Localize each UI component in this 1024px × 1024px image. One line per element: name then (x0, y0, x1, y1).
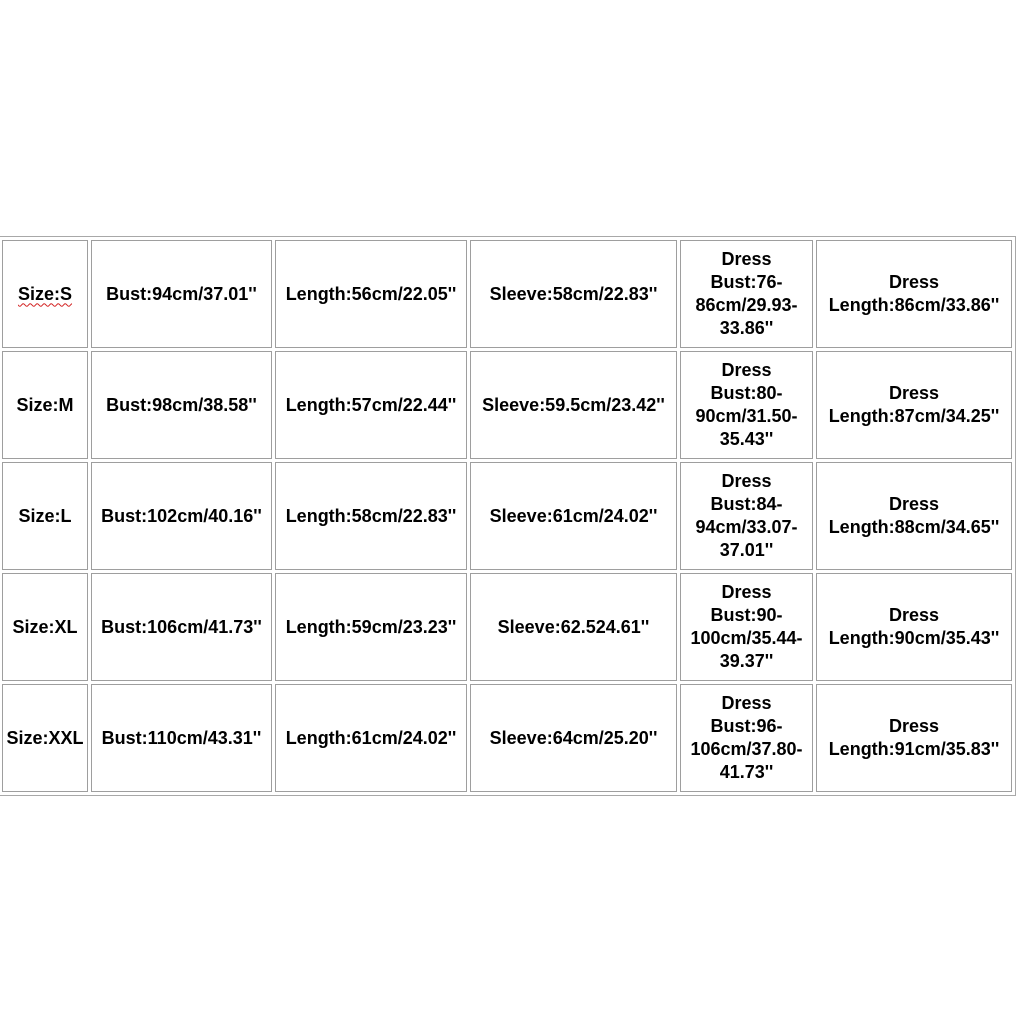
dress-length-line: Length:88cm/34.65'' (828, 517, 1000, 537)
dress-bust-line: 90cm/31.50- (695, 406, 798, 426)
dress-bust-cell (680, 351, 813, 459)
length-cell: Length:57cm/22.44'' (275, 351, 467, 459)
length-cell: Length:61cm/24.02'' (275, 684, 467, 792)
dress-bust-line: 100cm/35.44- (690, 628, 803, 648)
bust-cell: Bust:98cm/38.58'' (91, 351, 272, 459)
dress-length-line: Dress (888, 272, 940, 292)
dress-bust-line: Dress (721, 360, 772, 380)
dress-bust-line: 41.73'' (719, 762, 774, 782)
bust-cell: Bust:106cm/41.73'' (91, 573, 272, 681)
dress-bust-line: Bust:76- (710, 272, 783, 292)
size-cell: Size:M (2, 351, 88, 459)
dress-length-cell (816, 240, 1012, 348)
dress-bust-line: 86cm/29.93- (695, 295, 798, 315)
length-cell: Length:59cm/23.23'' (275, 573, 467, 681)
table-row (2, 462, 1012, 570)
size-cell: Size:L (2, 462, 88, 570)
sleeve-cell: Sleeve:61cm/24.02'' (470, 462, 677, 570)
sleeve-cell: Sleeve:62.524.61'' (470, 573, 677, 681)
dress-length-line: Length:86cm/33.86'' (828, 295, 1000, 315)
dress-bust-line: Bust:80- (710, 383, 783, 403)
dress-bust-cell (680, 573, 813, 681)
dress-bust-cell (680, 240, 813, 348)
dress-length-line: Length:87cm/34.25'' (828, 406, 1000, 426)
length-cell: Length:58cm/22.83'' (275, 462, 467, 570)
bust-cell: Bust:94cm/37.01'' (91, 240, 272, 348)
dress-bust-line: 33.86'' (719, 318, 774, 338)
size-cell: Size:XXL (2, 684, 88, 792)
size-label: Size:S (17, 283, 73, 304)
dress-bust-line: Bust:90- (710, 605, 783, 625)
dress-length-line: Dress (888, 383, 940, 403)
length-cell: Length:56cm/22.05'' (275, 240, 467, 348)
sleeve-cell: Sleeve:58cm/22.83'' (470, 240, 677, 348)
bust-cell: Bust:102cm/40.16'' (91, 462, 272, 570)
table-row (2, 240, 1012, 348)
bust-cell: Bust:110cm/43.31'' (91, 684, 272, 792)
sleeve-cell: Sleeve:59.5cm/23.42'' (470, 351, 677, 459)
dress-bust-line: Dress (721, 582, 772, 602)
dress-bust-line: 39.37'' (719, 651, 774, 671)
dress-bust-cell (680, 684, 813, 792)
dress-bust-line: 37.01'' (719, 540, 774, 560)
dress-bust-cell (680, 462, 813, 570)
dress-bust-line: Dress (721, 471, 772, 491)
table-row (2, 351, 1012, 459)
dress-bust-line: 106cm/37.80- (690, 739, 803, 759)
dress-length-cell (816, 351, 1012, 459)
size-chart-table (0, 236, 1016, 796)
table-row (2, 573, 1012, 681)
dress-bust-line: Dress (721, 249, 772, 269)
sleeve-cell: Sleeve:64cm/25.20'' (470, 684, 677, 792)
dress-length-line: Dress (888, 605, 940, 625)
dress-length-cell (816, 462, 1012, 570)
dress-length-cell (816, 684, 1012, 792)
dress-length-line: Dress (888, 494, 940, 514)
dress-bust-line: Bust:96- (710, 716, 783, 736)
dress-length-line: Length:91cm/35.83'' (828, 739, 1000, 759)
dress-length-line: Dress (888, 716, 940, 736)
dress-bust-line: Dress (721, 693, 772, 713)
dress-length-line: Length:90cm/35.43'' (828, 628, 1000, 648)
dress-bust-line: 35.43'' (719, 429, 774, 449)
size-cell (2, 240, 88, 348)
table-row (2, 684, 1012, 792)
dress-bust-line: Bust:84- (710, 494, 783, 514)
size-cell: Size:XL (2, 573, 88, 681)
dress-bust-line: 94cm/33.07- (695, 517, 798, 537)
dress-length-cell (816, 573, 1012, 681)
